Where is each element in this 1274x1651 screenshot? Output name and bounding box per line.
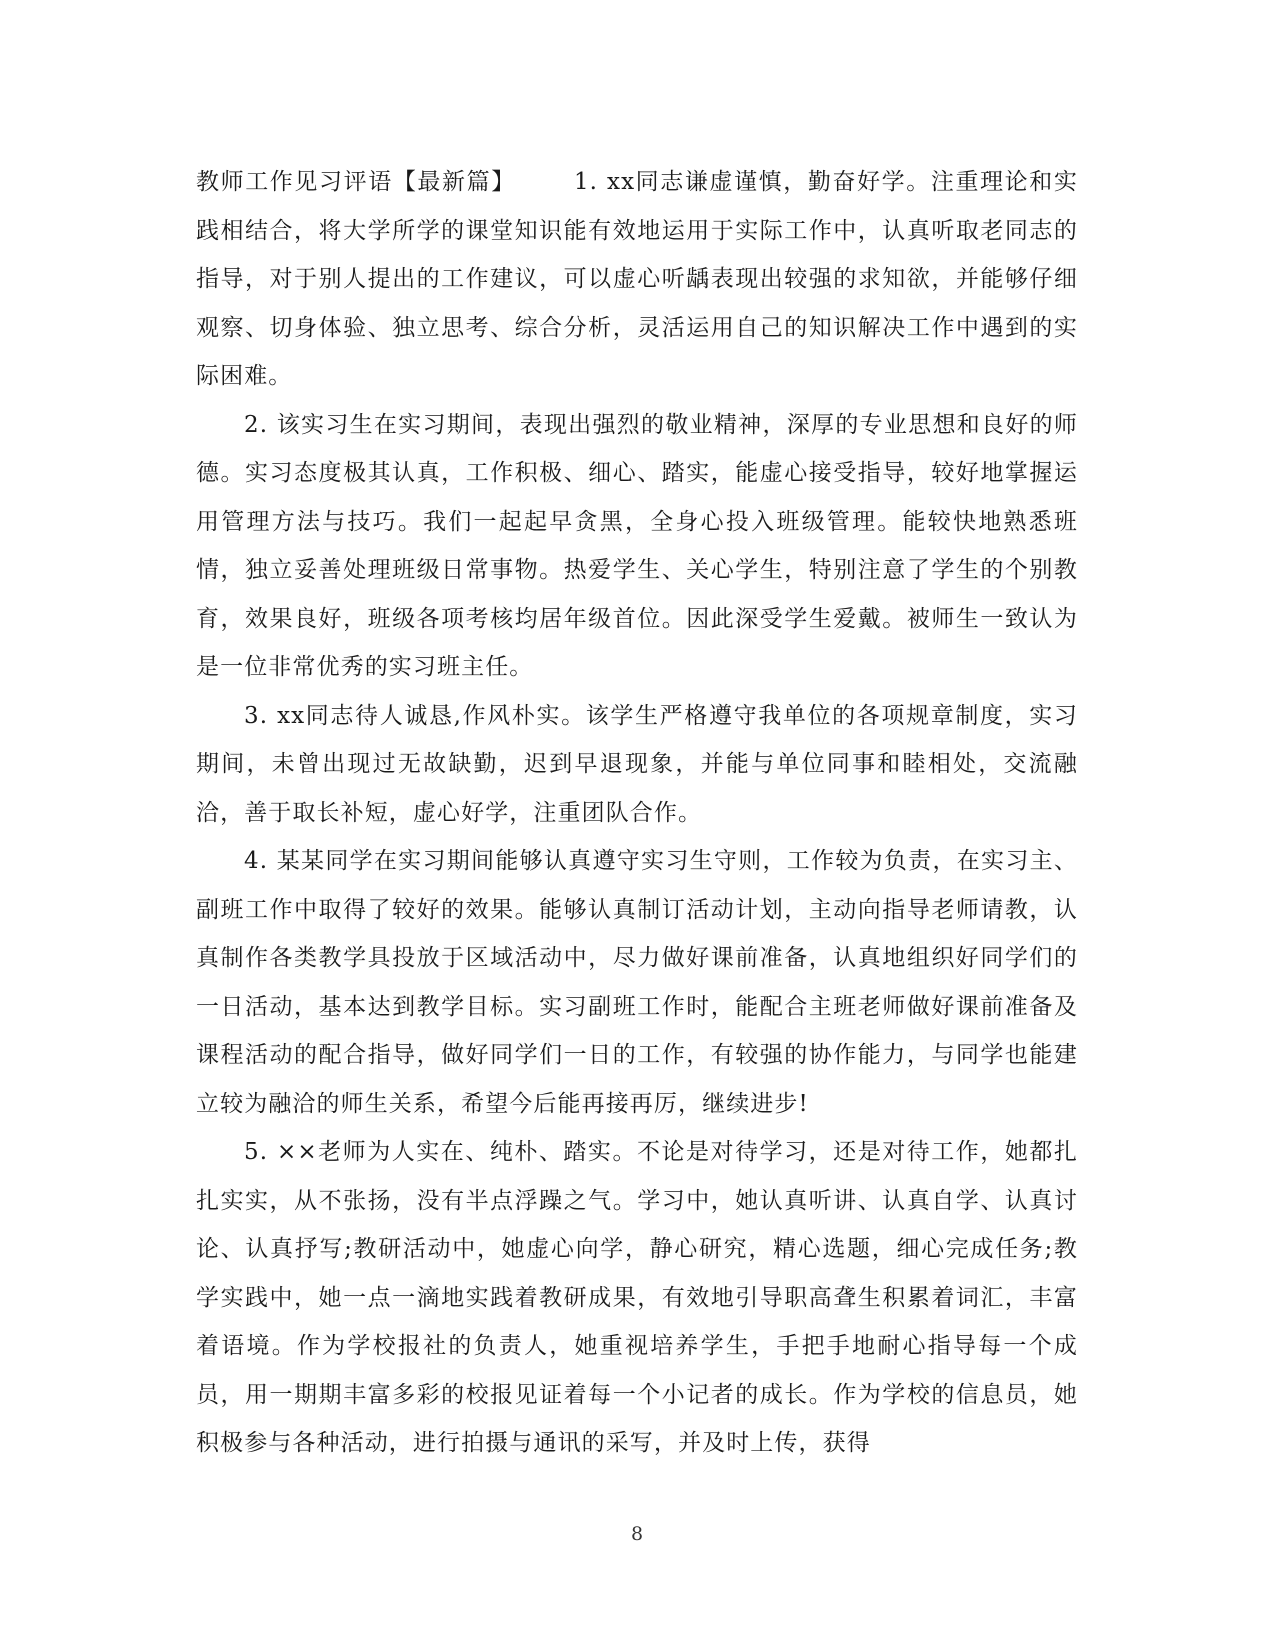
- paragraph-item-4: 4. 某某同学在实习期间能够认真遵守实习生守则，工作较为负责，在实习主、副班工作中取得了较好的效果。能够认真制订活动计划，主动向指导老师请教，认真制作各类教学具投放于区域活动中，尽力做好课前准备，认真地组织好同学们的一日活动，基本达到教学目标。实习副班工作时，能配合主班老师做好课前准备及课程活动的配合指导，做好同学们一日的工作，有较强的协作能力，与同学也能建立较为融洽的师生关系，希望今后能再接再厉，继续进步!: [196, 848, 1078, 1117]
- paragraph-item-5: 5. ××老师为人实在、纯朴、踏实。不论是对待学习，还是对待工作，她都扎扎实实，从不张扬，没有半点浮躁之气。学习中，她认真听讲、认真自学、认真讨论、认真抒写;教研活动中，她虚心向学，静心研究，精心选题，细心完成任务;教学实践中，她一点一滴地实践着教研成果，有效地引导职高聋生积累着词汇，丰富着语境。作为学校报社的负责人，她重视培养学生，手把手地耐心指导每一个成员，用一期期丰富多彩的校报见证着每一个小记者的成长。作为学校的信息员，她积极参与各种活动，进行拍摄与通讯的采写，并及时上传，获得: [196, 1139, 1078, 1456]
- paragraph-item-3: 3. xx同志待人诚恳,作风朴实。该学生严格遵守我单位的各项规章制度，实习期间，未曾出现过无故缺勤，迟到早退现象，并能与单位同事和睦相处，交流融洽，善于取长补短，虚心好学，注重团队合作。: [196, 702, 1078, 826]
- page-number: 8: [630, 1523, 644, 1545]
- paragraph-intro-item-1: 教师工作见习评语【最新篇】 1. xx同志谦虚谨慎，勤奋好学。注重理论和实践相结合，将大学所学的课堂知识能有效地运用于实际工作中，认真听取老同志的指导，对于别人提出的工作建议，可以虚心听龋表现出较强的求知欲，并能够仔细观察、切身体验、独立思考、综合分析，灵活运用自己的知识解决工作中遇到的实际困难。: [196, 169, 1078, 389]
- document-body: [196, 158, 1078, 1468]
- paragraph-item-2: 2. 该实习生在实习期间，表现出强烈的敬业精神，深厚的专业思想和良好的师德。实习态度极其认真，工作积极、细心、踏实，能虚心接受指导，较好地掌握运用管理方法与技巧。我们一起起早贪黑，全身心投入班级管理。能较快地熟悉班情，独立妥善处理班级日常事物。热爱学生、关心学生，特别注意了学生的个别教育，效果良好，班级各项考核均居年级首位。因此深受学生爱戴。被师生一致认为是一位非常优秀的实习班主任。: [196, 411, 1078, 680]
